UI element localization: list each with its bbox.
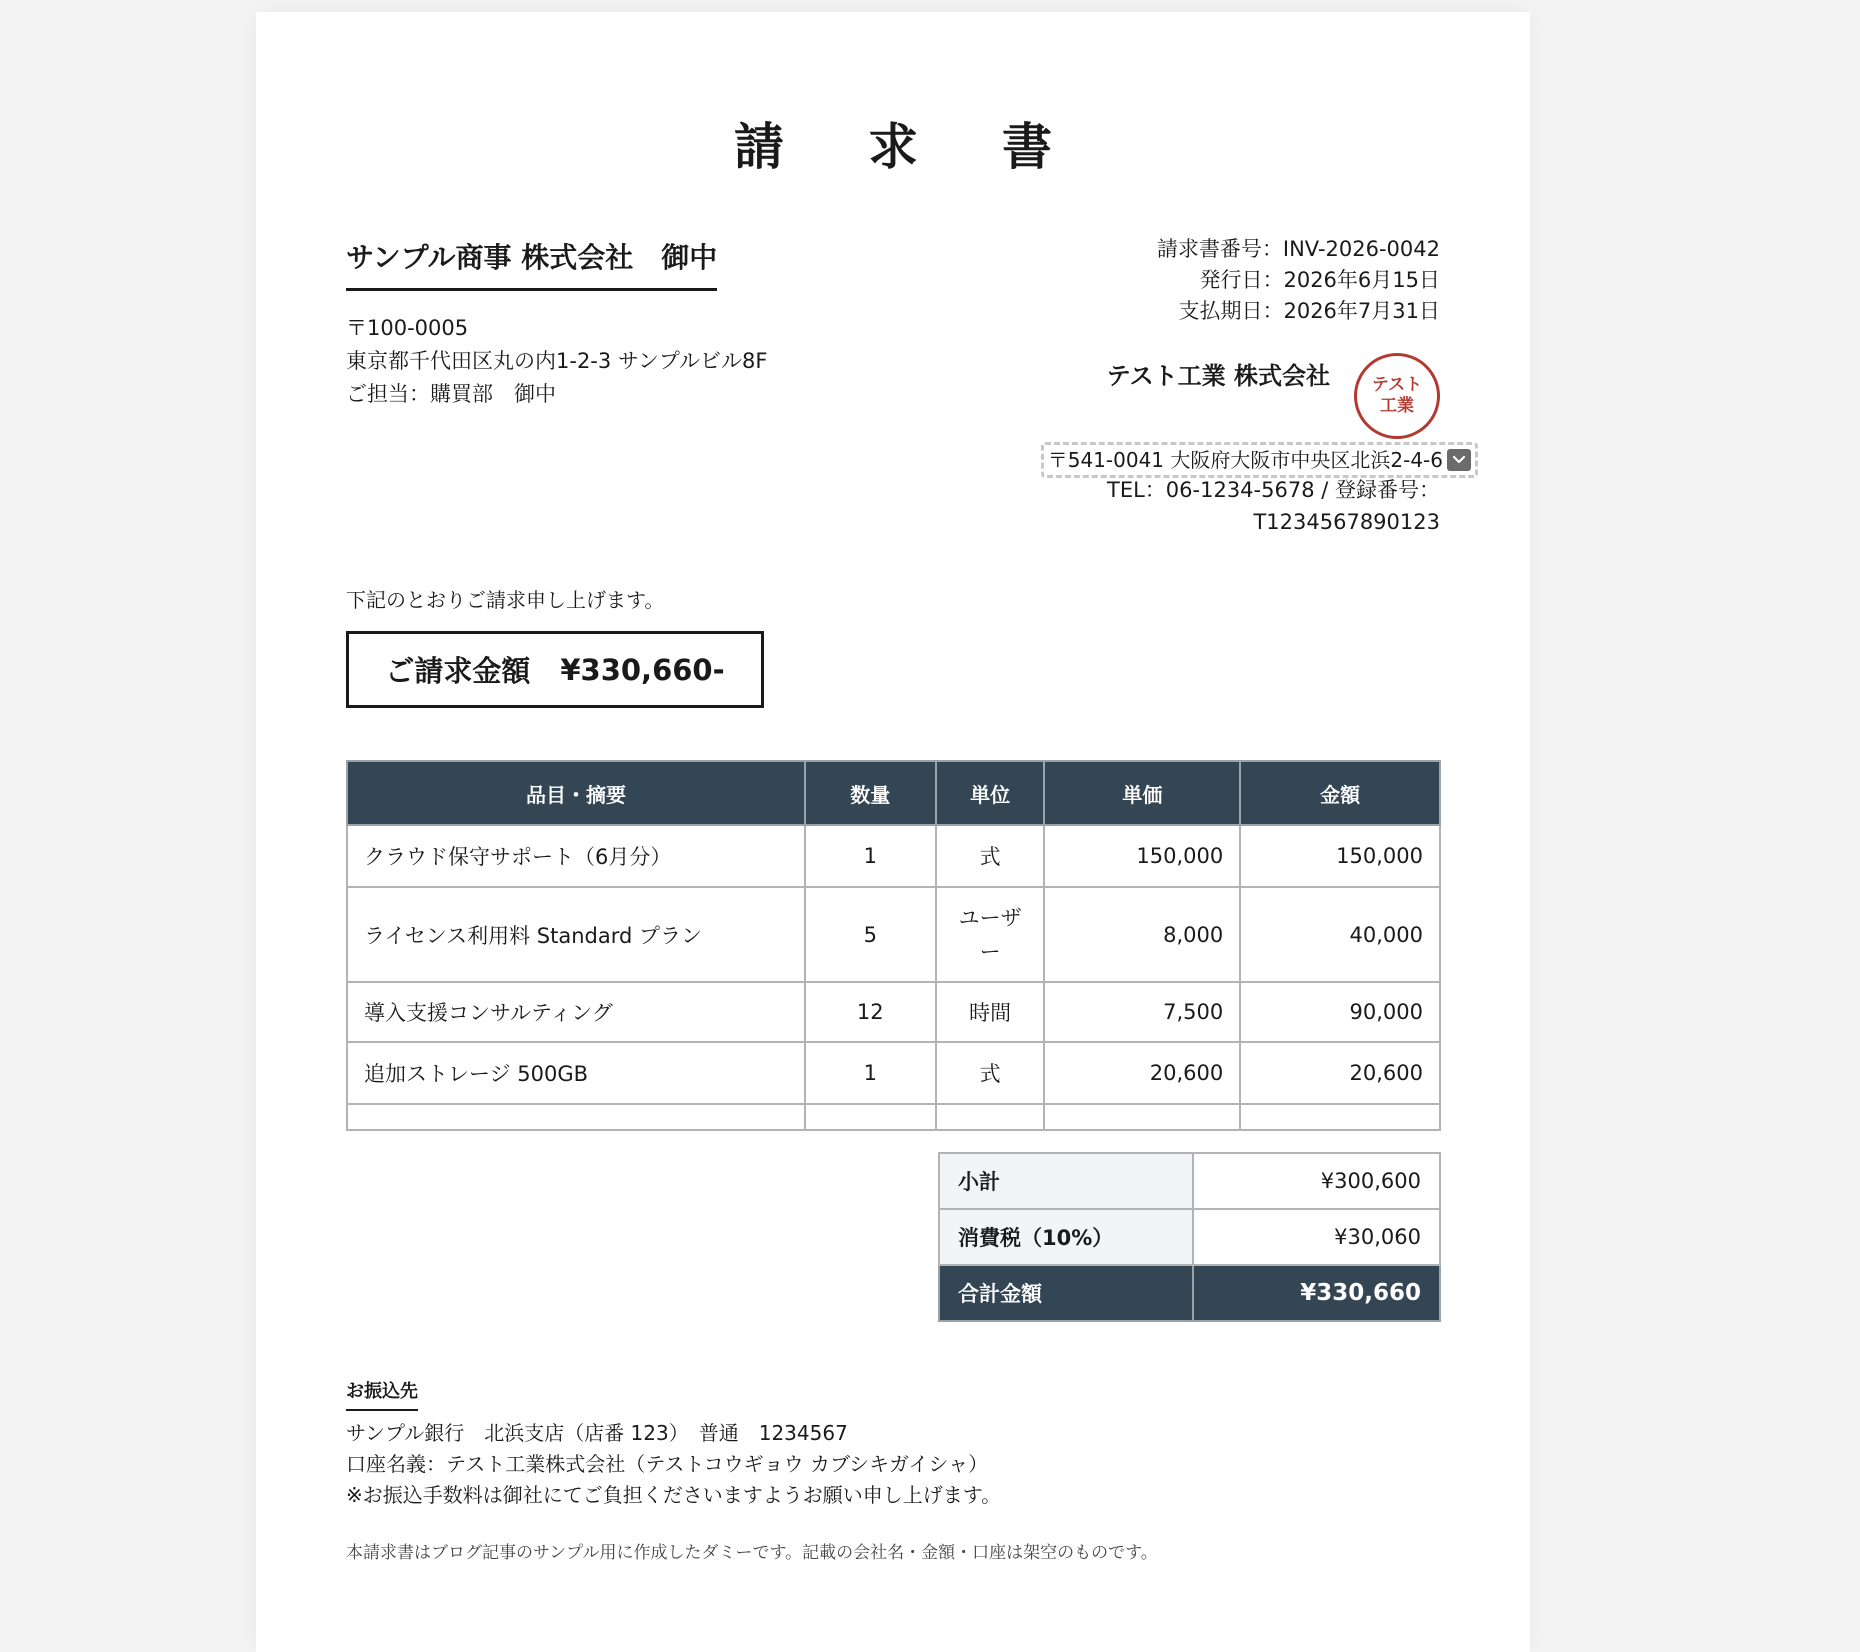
item-unit: 式: [936, 825, 1045, 887]
item-unit-line: ー: [979, 939, 1001, 964]
item-amount: 150,000: [1240, 825, 1440, 887]
item-unit: 式: [936, 1042, 1045, 1104]
issuer-address: 〒541-0041 大阪府大阪市中央区北浜2-4-6: [1047, 448, 1443, 472]
invoice-number: 請求書番号：INV-2026-0042: [1156, 237, 1440, 261]
item-unit: [936, 887, 1045, 982]
grand-total-row: [939, 1265, 1440, 1321]
client-postal: 〒100-0005: [346, 316, 469, 340]
billing-amount-value: ¥330,660-: [560, 652, 725, 687]
item-unit-price: 20,600: [1044, 1042, 1240, 1104]
item-amount: 90,000: [1240, 982, 1440, 1042]
item-amount: 20,600: [1240, 1042, 1440, 1104]
intro-text: 下記のとおりご請求申し上げます。: [346, 588, 665, 612]
table-row: [347, 825, 1440, 887]
bank-account: サンプル銀行 北浜支店（店番 123） 普通 1234567: [346, 1421, 848, 1445]
bank-fee-note: ※お振込手数料は御社にてご負担くださいますようお願い申し上げます。: [346, 1483, 1002, 1507]
item-unit-price: 150,000: [1044, 825, 1240, 887]
subtotal-label: 小計: [939, 1153, 1193, 1209]
table-row: [347, 1042, 1440, 1104]
issuer-address-field[interactable]: [1041, 442, 1478, 478]
item-quantity: 1: [805, 825, 936, 887]
item-description: クラウド保守サポート（6月分）: [347, 825, 805, 887]
tax-label: 消費税（10%）: [939, 1209, 1193, 1265]
empty-cell: [1044, 1104, 1240, 1130]
invoice-meta: [1157, 234, 1440, 327]
empty-cell: [805, 1104, 936, 1130]
column-header: 単価: [1044, 761, 1240, 825]
column-header: 単位: [936, 761, 1045, 825]
item-amount: 40,000: [1240, 887, 1440, 982]
issuer-tel: TEL：06-1234-5678 / 登録番号：: [1107, 478, 1440, 502]
title-char: 書: [1002, 118, 1052, 176]
column-header: 数量: [805, 761, 936, 825]
tax-row: [939, 1209, 1440, 1265]
item-unit-line: ユーザ: [958, 905, 1022, 930]
chevron-down-icon[interactable]: [1447, 449, 1471, 471]
item-unit-price: 8,000: [1044, 887, 1240, 982]
item-description: 追加ストレージ 500GB: [347, 1042, 805, 1104]
seal-line: テスト: [1371, 375, 1423, 395]
client-address: 東京都千代田区丸の内1-2-3 サンプルビル8F: [346, 349, 768, 373]
empty-cell: [936, 1104, 1045, 1130]
empty-cell: [1240, 1104, 1440, 1130]
empty-cell: [347, 1104, 805, 1130]
client-name: サンプル商事 株式会社 御中: [346, 236, 717, 291]
title-char: 請: [734, 118, 784, 176]
client-address-block: [346, 312, 767, 411]
totals-table: [938, 1152, 1441, 1322]
table-row-empty: [347, 1104, 1440, 1130]
billing-amount-label: ご請求金額: [385, 654, 531, 688]
issuer-registration-number: T1234567890123: [1253, 510, 1440, 534]
subtotal-value: ¥300,600: [1193, 1153, 1440, 1209]
client-contact: ご担当：購買部 御中: [346, 382, 556, 406]
footnote: 本請求書はブログ記事のサンプル用に作成したダミーです。記載の会社名・金額・口座は架空のものです。: [346, 1543, 1158, 1563]
item-unit: 時間: [936, 982, 1045, 1042]
table-row: [347, 982, 1440, 1042]
issue-date: 発行日：2026年6月15日: [1199, 268, 1440, 292]
bank-heading: お振込先: [346, 1377, 418, 1411]
issuer-name: テスト工業 株式会社: [1106, 362, 1330, 390]
grand-total-value: ¥330,660: [1193, 1265, 1440, 1321]
tax-value: ¥30,060: [1193, 1209, 1440, 1265]
item-unit-price: 7,500: [1044, 982, 1240, 1042]
item-quantity: 12: [805, 982, 936, 1042]
document-title: [256, 107, 1530, 179]
invoice-page: [256, 12, 1530, 1652]
billing-amount-box: [346, 631, 764, 708]
subtotal-row: [939, 1153, 1440, 1209]
item-quantity: 1: [805, 1042, 936, 1104]
item-quantity: 5: [805, 887, 936, 982]
bank-account-holder: 口座名義：テスト工業株式会社（テストコウギョウ カブシキガイシャ）: [346, 1452, 989, 1476]
table-header-row: [347, 761, 1440, 825]
company-seal: [1354, 353, 1440, 439]
item-description: 導入支援コンサルティング: [347, 982, 805, 1042]
title-char: 求: [868, 118, 918, 176]
bank-details: [346, 1418, 1001, 1511]
grand-total-label: 合計金額: [939, 1265, 1193, 1321]
due-date: 支払期日：2026年7月31日: [1178, 299, 1440, 323]
item-description: ライセンス利用料 Standard プラン: [347, 887, 805, 982]
issuer-contact: [1107, 474, 1440, 538]
items-table: [346, 760, 1441, 1131]
column-header: 金額: [1240, 761, 1440, 825]
column-header: 品目・摘要: [347, 761, 805, 825]
seal-line: 工業: [1379, 396, 1414, 416]
table-row: [347, 887, 1440, 982]
